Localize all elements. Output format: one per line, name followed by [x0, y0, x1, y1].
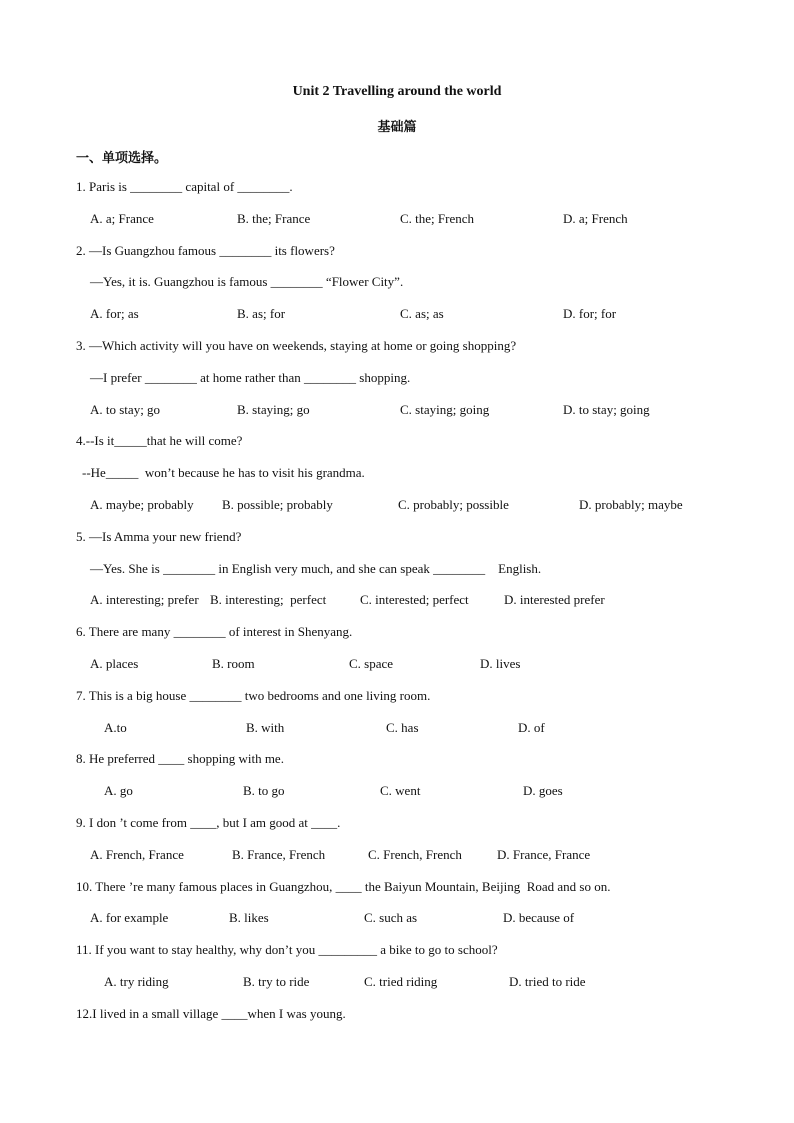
question-10-stem: 10. There ’re many famous places in Guangzhou, ____ the Baiyun Mountain, Beijing Road and so on. [76, 879, 611, 894]
question-1-option-b: B. the; France [237, 211, 311, 226]
question-4-option-c: C. probably; possible [398, 497, 509, 512]
question-3-option-a: A. to stay; go [90, 402, 161, 417]
question-10-option-a: A. for example [90, 910, 169, 925]
question-10-option-d: D. because of [503, 910, 575, 925]
question-10-option-c: C. such as [364, 910, 418, 925]
question-4-stem: 4.--Is it_____that he will come? [76, 433, 243, 448]
question-5-option-d: D. interested prefer [504, 592, 605, 607]
question-2-option-a: A. for; as [90, 306, 139, 321]
question-2-option-d: D. for; for [563, 306, 617, 321]
question-3-stem: 3. —Which activity will you have on weekends, staying at home or going shopping? [76, 338, 517, 353]
question-11-option-d: D. tried to ride [509, 974, 586, 989]
question-7-option-a: A.to [104, 720, 127, 735]
question-7-option-b: B. with [246, 720, 285, 735]
question-10-option-b: B. likes [229, 910, 269, 925]
question-1-option-d: D. a; French [563, 211, 628, 226]
question-1-stem: 1. Paris is ________ capital of ________. [76, 179, 293, 194]
question-5-option-a: A. interesting; prefer [90, 592, 199, 607]
question-1-option-a: A. a; France [90, 211, 154, 226]
question-8-stem: 8. He preferred ____ shopping with me. [76, 751, 284, 766]
question-3-option-b: B. staying; go [237, 402, 310, 417]
question-4-option-b: B. possible; probably [222, 497, 333, 512]
question-4-option-a: A. maybe; probably [90, 497, 194, 512]
question-5-option-b: B. interesting; perfect [210, 592, 327, 607]
question-2-stem: 2. —Is Guangzhou famous ________ its flowers? [76, 243, 335, 258]
question-7-stem: 7. This is a big house ________ two bedrooms and one living room. [76, 688, 431, 703]
question-2-option-b: B. as; for [237, 306, 286, 321]
question-11-option-c: C. tried riding [364, 974, 438, 989]
question-8-option-c: C. went [380, 783, 421, 798]
section-heading: 一、单项选择。 [76, 150, 168, 165]
question-3-option-d: D. to stay; going [563, 402, 650, 417]
question-2-option-c: C. as; as [400, 306, 444, 321]
question-6-stem: 6. There are many ________ of interest in Shenyang. [76, 624, 353, 639]
question-5-stem: 5. —Is Amma your new friend? [76, 529, 242, 544]
question-1-option-c: C. the; French [400, 211, 475, 226]
question-5-stem-reply: —Yes. She is ________ in English very much, and she can speak ________ English. [90, 561, 542, 576]
question-6-option-b: B. room [212, 656, 255, 671]
question-9-option-c: C. French, French [368, 847, 462, 862]
question-7-option-c: C. has [386, 720, 419, 735]
question-6-option-d: D. lives [480, 656, 521, 671]
question-8-option-a: A. go [104, 783, 133, 798]
question-2-stem-reply: —Yes, it is. Guangzhou is famous ________ “Flower City”. [90, 274, 404, 289]
question-11-stem: 11. If you want to stay healthy, why don’t you _________ a bike to go to school? [76, 942, 498, 957]
question-12-stem: 12.I lived in a small village ____when I was young. [76, 1006, 346, 1021]
question-8-option-b: B. to go [243, 783, 285, 798]
document-title: Unit 2 Travelling around the world [292, 84, 502, 99]
question-6-option-c: C. space [349, 656, 394, 671]
question-9-stem: 9. I don ’t come from ____, but I am good at ____. [76, 815, 341, 830]
question-9-option-d: D. France, France [497, 847, 591, 862]
question-6-option-a: A. places [90, 656, 139, 671]
question-5-option-c: C. interested; perfect [360, 592, 469, 607]
question-3-option-c: C. staying; going [400, 402, 490, 417]
question-11-option-b: B. try to ride [243, 974, 310, 989]
question-9-option-b: B. France, French [232, 847, 326, 862]
question-3-stem-reply: —I prefer ________ at home rather than ________ shopping. [90, 370, 411, 385]
question-8-option-d: D. goes [523, 783, 563, 798]
question-7-option-d: D. of [518, 720, 545, 735]
question-11-option-a: A. try riding [104, 974, 169, 989]
question-4-stem-reply: --He_____ won’t because he has to visit his grandma. [82, 465, 365, 480]
question-4-option-d: D. probably; maybe [579, 497, 683, 512]
document-subtitle: 基础篇 [377, 119, 417, 134]
question-9-option-a: A. French, France [90, 847, 184, 862]
